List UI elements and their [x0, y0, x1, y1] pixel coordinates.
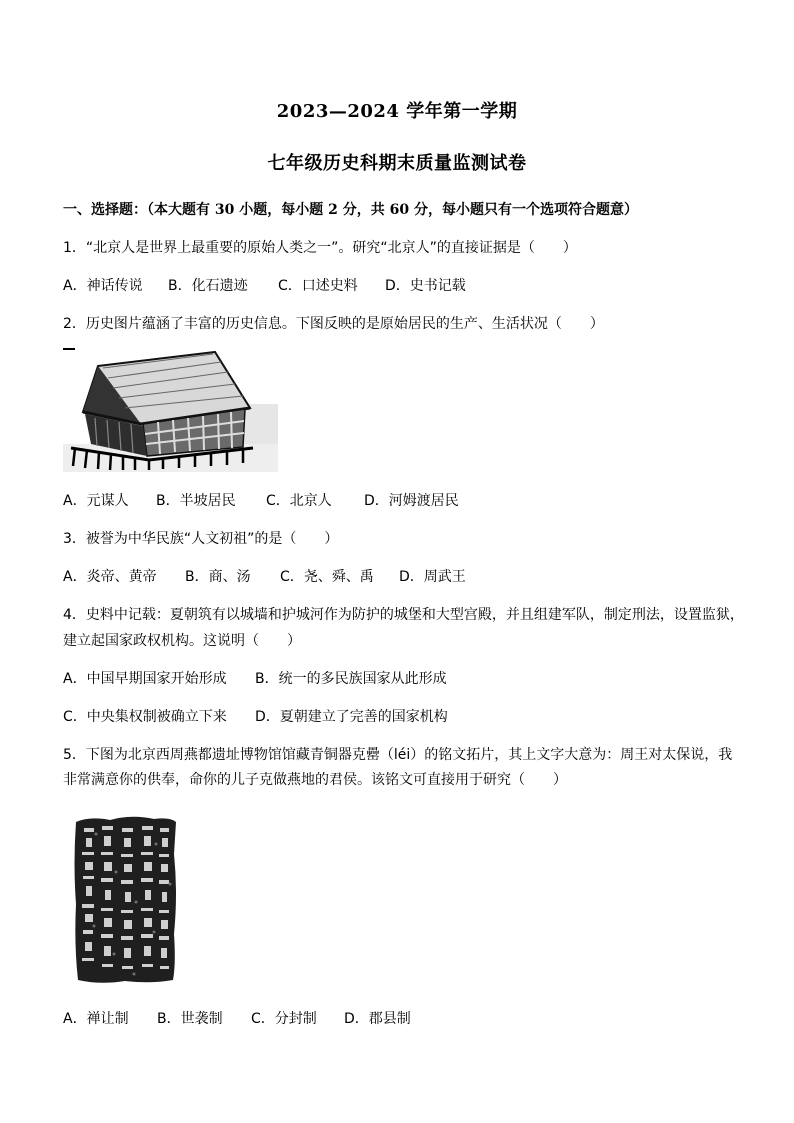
question-4-stem-line1: 4．史料中记载：夏朝筑有以城墙和护城河作为防护的城堡和大型宫殿，并且组建军队，制定刑法，设置监狱， [63, 607, 744, 623]
question-2-stem: 2．历史图片蕴涵了丰富的历史信息。下图反映的是原始居民的生产、生活状况（ ） [63, 316, 604, 332]
option-a: A．元谋人 [63, 493, 129, 509]
option-a: A．炎帝、黄帝 [63, 569, 157, 585]
option-d: D．河姆渡居民 [364, 493, 459, 509]
option-a: A．禅让制 [63, 1011, 129, 1027]
question-5-stem-line2: 非常满意你的供奉，命你的儿子克做燕地的君侯。该铭文可直接用于研究（ ） [63, 772, 567, 788]
question-3-options [63, 565, 466, 589]
question-5-stem-line1: 5．下图为北京西周燕都遗址博物馆馆藏青铜器克罍（léi）的铭文拓片，其上文字大意为：周王对太保说，我 [63, 747, 733, 763]
question-1-options [63, 274, 466, 298]
option-c: C．分封制 [251, 1011, 317, 1027]
option-c: C．北京人 [266, 493, 332, 509]
question-1-stem: 1．“北京人是世界上最重要的原始人类之一”。研究“北京人”的直接证据是（ ） [63, 240, 577, 256]
question-5-options [63, 1007, 411, 1031]
option-b: B．化石遗迹 [168, 278, 248, 294]
option-d: D．周武王 [399, 569, 466, 585]
option-c: C．尧、舜、禹 [280, 569, 374, 585]
option-d: D．夏朝建立了完善的国家机构 [255, 709, 448, 725]
bronze-inscription-rubbing-image [70, 814, 180, 986]
exam-term-title: 2023—2024 学年第一学期 [276, 101, 518, 122]
exam-paper-title: 七年级历史科期末质量监测试卷 [267, 153, 527, 174]
option-b: B．统一的多民族国家从此形成 [255, 671, 447, 687]
option-b: B．商、汤 [185, 569, 251, 585]
option-c: C．中央集权制被确立下来 [63, 709, 227, 725]
option-d: D．郡县制 [344, 1011, 411, 1027]
question-4-options-row2 [63, 705, 448, 729]
question-4-options-row1 [63, 667, 447, 691]
stilt-house-image [63, 348, 278, 472]
question-3-stem: 3．被誉为中华民族“人文初祖”的是（ ） [63, 531, 339, 547]
option-d: D．史书记载 [385, 278, 466, 294]
option-b: B．半坡居民 [156, 493, 236, 509]
option-b: B．世袭制 [157, 1011, 223, 1027]
question-4-stem-line2: 建立起国家政权机构。这说明（ ） [63, 633, 301, 649]
option-c: C．口述史料 [278, 278, 358, 294]
question-2-options [63, 489, 459, 513]
option-a: A．中国早期国家开始形成 [63, 671, 227, 687]
section-heading-choice: 一、选择题：（本大题有 30 小题，每小题 2 分，共 60 分，每小题只有一个选项符合题意） [63, 202, 638, 218]
option-a: A．神话传说 [63, 278, 143, 294]
